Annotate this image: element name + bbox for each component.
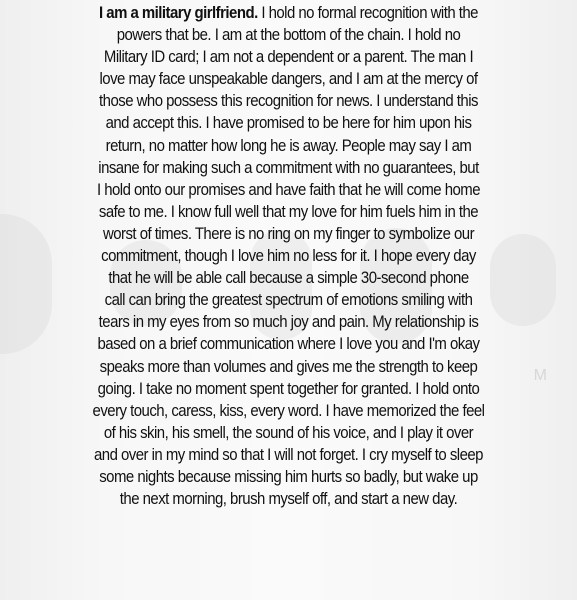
poem-line: those who possess this recognition for news. I understand this	[99, 91, 478, 111]
poem-text	[38, 2, 539, 600]
poem-line: every touch, caress, kiss, every word. I have memorized the feel	[92, 400, 485, 420]
poem-line	[38, 2, 539, 24]
poem-line-text: I hold no formal recognition with the	[261, 3, 478, 22]
lead-phrase: I am a military girlfriend.	[99, 3, 258, 22]
poem-line: some nights because missing him hurts so badly, but wake up	[99, 466, 478, 486]
poem-line: insane for making such a commitment with no guarantees, but	[98, 157, 479, 177]
poem-line: that he will be able call because a simple 30-second phone	[108, 268, 469, 288]
poem-line: of his skin, his smell, the sound of his voice, and I play it over	[103, 422, 474, 442]
watermark-trademark: M	[533, 367, 547, 384]
poem-line: and accept this. I have promised to be here for him upon his	[105, 113, 472, 133]
poem-line: I hold onto our promises and have faith that he will come home	[96, 179, 481, 199]
poem-line: based on a brief communication where I love you and I'm okay	[97, 334, 480, 354]
poem-line: and over in my mind so that I will not forget. I cry myself to sleep	[94, 444, 483, 464]
poem-line: the next morning, brush myself off, and start a new day.	[119, 489, 458, 509]
poem-line: Military ID card; I am not a dependent or a parent. The man I	[103, 47, 474, 67]
poem-line: commitment, though I love him no less for it. I hope every day	[101, 246, 476, 266]
poem-line: love may face unspeakable dangers, and I am at the mercy of	[99, 69, 478, 89]
poem-line: worst of times. There is no ring on my finger to symbolize our	[102, 223, 475, 243]
poem-line: tears in my eyes from so much joy and pain. My relationship is	[98, 312, 479, 332]
poem-line: going. I take no moment spent together for granted. I hold onto	[97, 378, 480, 398]
poem-line: call can bring the greatest spectrum of emotions smiling with	[104, 290, 473, 310]
poem-line: return, no matter how long he is away. People may say I am	[105, 135, 472, 155]
poem-line: safe to me. I know full well that my love for him fuels him in the	[98, 201, 479, 221]
poem-line: speaks more than volumes and gives me the strength to keep	[99, 356, 478, 376]
poem-line: powers that be. I am at the bottom of the chain. I hold no	[116, 25, 461, 45]
